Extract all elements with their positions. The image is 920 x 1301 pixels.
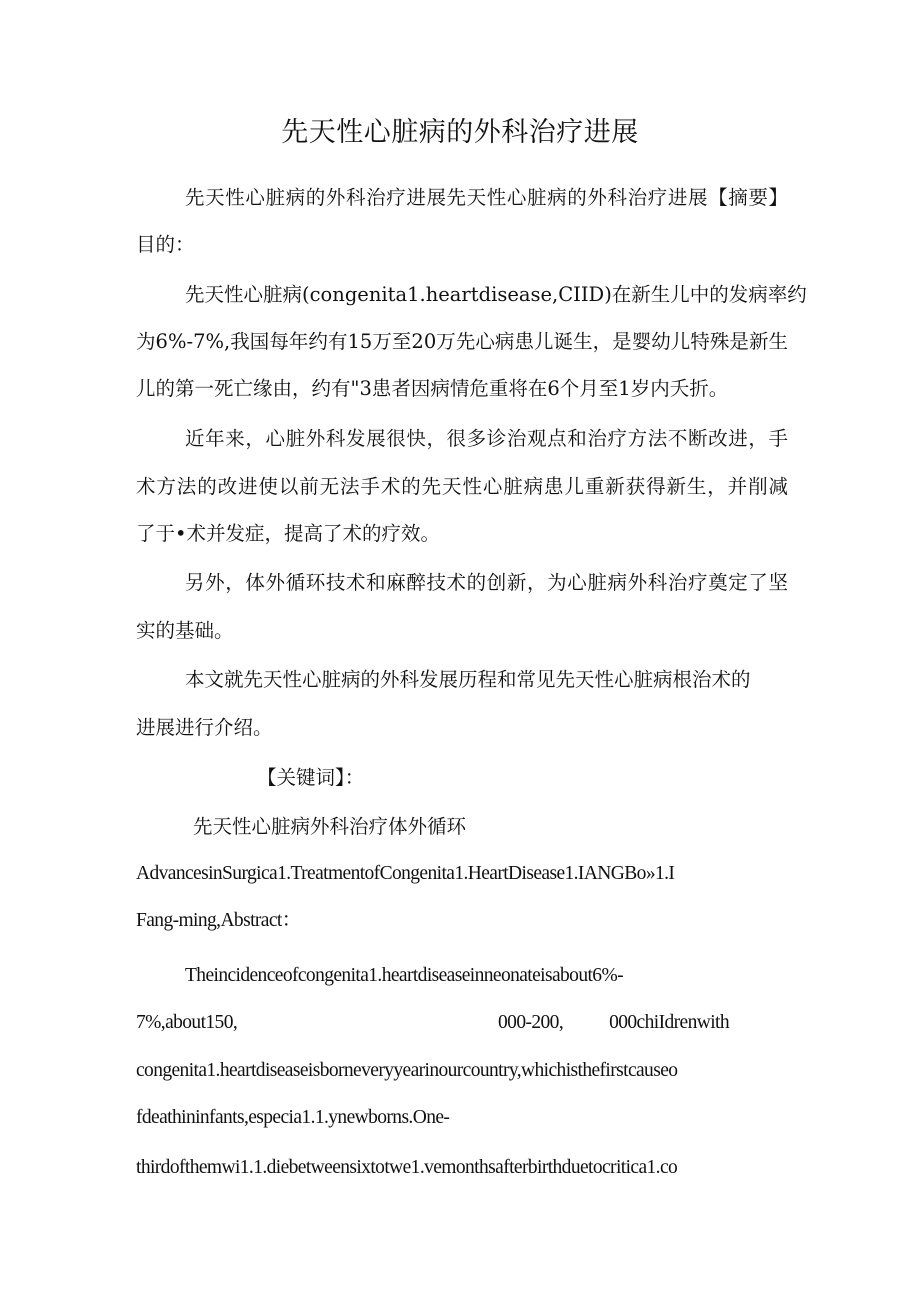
document-title: 先天性心脏病的外科治疗进展: [281, 117, 639, 148]
english-line: congenita1.heartdiseaseisborneveryyearinourcountry,whichisthefirstcauseo: [136, 1060, 678, 1081]
paragraph-line: 先天性心脏病的外科治疗进展先天性心脏病的外科治疗进展【摘要】: [185, 186, 788, 209]
english-line: fdeathininfants,especia1.1.ynewborns.One-: [136, 1107, 450, 1128]
english-line: thirdofthemwi1.1.diebetweensixtotwe1.vemonthsafterbirthduetocritica1.co: [136, 1157, 678, 1178]
paragraph-line: 先天性心脏病(congenita1.heartdisease,CIID)在新生儿中的发病率约: [185, 283, 807, 306]
paragraph-line: 术方法的改进使以前无法手术的先天性心脏病患儿重新获得新生，并削减: [136, 475, 788, 498]
paragraph-line: 本文就先天性心脏病的外科发展历程和常见先天性心脏病根治术的: [185, 668, 751, 691]
keywords: 先天性心脏病外科治疗体外循环: [193, 815, 467, 838]
english-line: Theincidenceofcongenita1.heartdiseaseinneonateisabout6%-: [185, 965, 623, 986]
english-line: [136, 1008, 729, 1038]
english-segment: 000-200,: [498, 1012, 564, 1033]
paragraph-line: 为6%-7%,我国每年约有15万至20万先心病患儿诞生，是婴幼儿特殊是新生: [136, 330, 788, 353]
english-line: AdvancesinSurgica1.TreatmentofCongenita1.HeartDisease1.IANGBo»1.I: [136, 863, 675, 884]
english-segment: 000chiIdrenwith: [609, 1012, 729, 1033]
paragraph-line: 近年来，心脏外科发展很快，很多诊治观点和治疗方法不断改进，手: [185, 427, 788, 450]
english-segment: 7%,about150,: [136, 1012, 238, 1033]
paragraph-line: 了于•术并发症，提高了术的疗效。: [136, 522, 441, 545]
english-line: Fang-ming,Abstract：: [136, 910, 301, 931]
paragraph-line: 进展进行介绍。: [136, 716, 273, 739]
paragraph-line: 儿的第一死亡缘由，约有"3患者因病情危重将在6个月至1岁内夭折。: [136, 377, 729, 400]
paragraph-line: 目的：: [136, 233, 195, 256]
keywords-label: 【关键词】：: [257, 766, 365, 789]
paragraph-line: 另外，体外循环技术和麻醉技术的创新，为心脏病外科治疗奠定了坚: [185, 571, 788, 594]
paragraph-line: 实的基础。: [136, 619, 234, 642]
